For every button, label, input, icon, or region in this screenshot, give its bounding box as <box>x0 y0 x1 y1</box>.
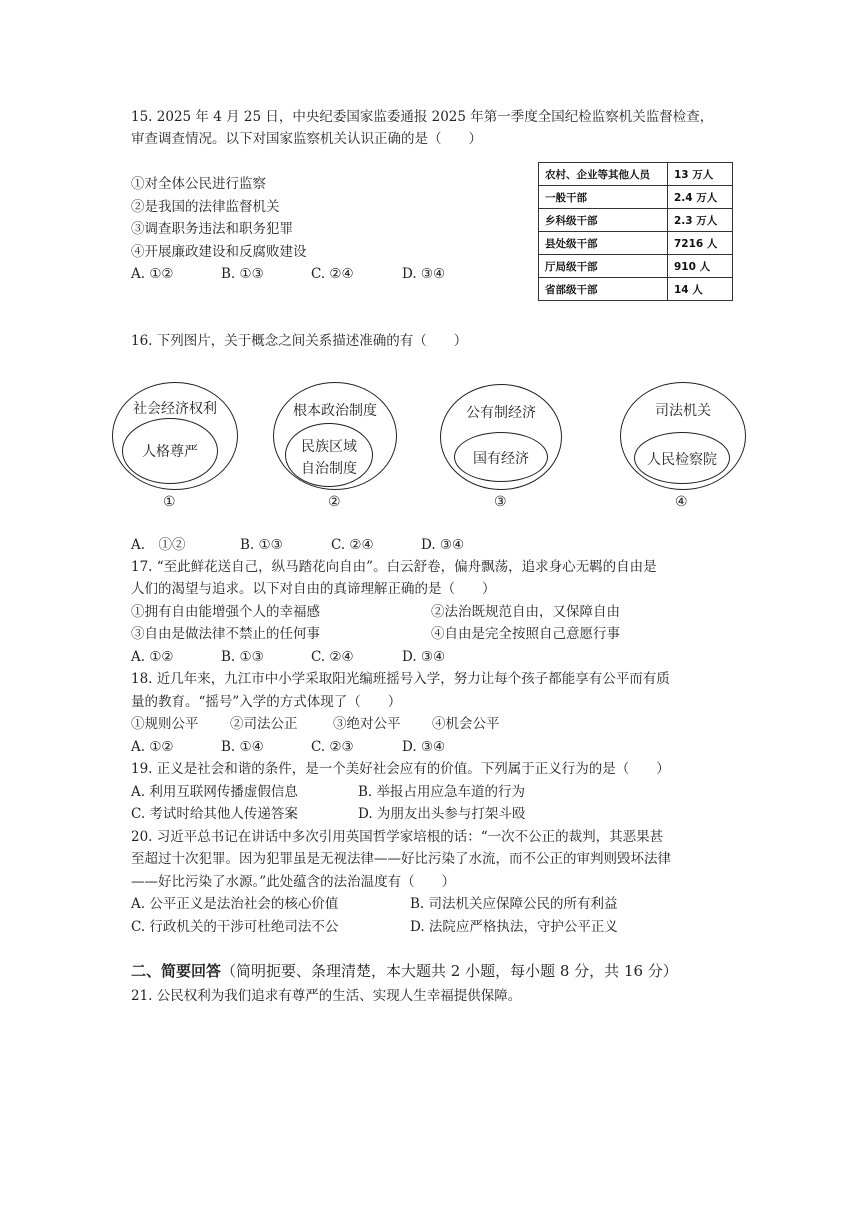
q17-item: ③自由是做法律不禁止的任何事 <box>131 626 320 642</box>
table-cell-value: 13 万人 <box>668 163 733 186</box>
q15-stem-line1: 15. 2025 年 4 月 25 日，中央纪委国家监委通报 2025 年第一季度全国纪检监察机关监督检查， <box>131 109 714 125</box>
table-cell-value: 7216 人 <box>668 232 733 255</box>
diagram-1-number: ① <box>163 494 176 510</box>
table-row <box>539 209 733 232</box>
q15-item: ③调查职务违法和职务犯罪 <box>131 221 293 237</box>
q15-item: ①对全体公民进行监察 <box>131 176 266 192</box>
q19-stem: 19. 正义是社会和谐的条件，是一个美好社会应有的价值。下列属于正义行为的是（ ） <box>131 761 670 777</box>
q17-stem-line2: 人们的渴望与追求。以下对自由的真谛理解正确的是（ ） <box>131 581 496 597</box>
q19-option-d: D. 为朋友出头参与打架斗殴 <box>358 806 526 822</box>
table-cell-label: 县处级干部 <box>539 232 668 255</box>
q16-option-a: A. ①② <box>131 537 186 553</box>
q18-option-d: D. ③④ <box>402 739 446 755</box>
q17-item: ②法治既规范自由，又保障自由 <box>431 604 620 620</box>
q15-stem-line2: 审查调查情况。以下对国家监察机关认识正确的是（ ） <box>131 131 482 147</box>
table-cell-value: 2.4 万人 <box>668 186 733 209</box>
q17-option-c: C. ②④ <box>311 649 354 665</box>
section-title-bold: 二、简要回答 <box>131 962 222 980</box>
q17-stem-line1: 17. “至此鲜花送自己，纵马踏花向自由”。白云舒卷，偏舟飘荡，追求身心无羁的自由是 <box>131 559 657 575</box>
q15-option-d: D. ③④ <box>402 266 446 282</box>
diagram-3-outer-label: 公有制经济 <box>466 405 536 421</box>
q21-stem: 21. 公民权利为我们追求有尊严的生活、实现人生幸福提供保障。 <box>131 988 522 1004</box>
q19-option-c: C. 考试时给其他人传递答案 <box>131 806 298 822</box>
q16-option-c: C. ②④ <box>331 537 374 553</box>
q15-option-a: A. ①② <box>131 266 174 282</box>
q16-option-b: B. ①③ <box>240 537 283 553</box>
q17-option-a: A. ①② <box>131 649 174 665</box>
q18-stem-line1: 18. 近几年来，九江市中小学采取阳光编班摇号入学，努力让每个孩子都能享有公平而有质 <box>131 671 670 687</box>
q20-option-b: B. 司法机关应保障公民的所有利益 <box>410 896 618 912</box>
q17-item: ①拥有自由能增强个人的幸福感 <box>131 604 320 620</box>
q18-item: ③绝对公平 <box>333 716 401 732</box>
q17-item: ④自由是完全按照自己意愿行事 <box>431 626 620 642</box>
diagram-4-number: ④ <box>675 494 688 510</box>
diagram-1-inner-label: 人格尊严 <box>142 444 198 460</box>
table-cell-value: 14 人 <box>668 278 733 301</box>
table-cell-label: 乡科级干部 <box>539 209 668 232</box>
q16-stem: 16. 下列图片，关于概念之间关系描述准确的有（ ） <box>131 333 468 349</box>
diagram-3-inner-label: 国有经济 <box>473 451 529 467</box>
q15-item: ④开展廉政建设和反腐败建设 <box>131 244 307 260</box>
table-cell-value: 910 人 <box>668 255 733 278</box>
q19-option-a: A. 利用互联网传播虚假信息 <box>131 784 298 800</box>
diagram-2-number: ② <box>328 494 341 510</box>
table-cell-label: 一般干部 <box>539 186 668 209</box>
q18-option-b: B. ①④ <box>221 739 264 755</box>
diagram-2-inner-label-line1: 民族区域 <box>301 439 357 455</box>
q19-option-b: B. 举报占用应急车道的行为 <box>358 784 526 800</box>
q18-item: ①规则公平 <box>131 716 199 732</box>
q20-option-c: C. 行政机关的干涉可杜绝司法不公 <box>131 919 339 935</box>
q18-stem-line2: 量的教育。“摇号”入学的方式体现了（ ） <box>131 694 402 710</box>
diagram-4-outer-label: 司法机关 <box>655 403 711 419</box>
table-row <box>539 163 733 186</box>
table-row <box>539 255 733 278</box>
q15-item: ②是我国的法律监督机关 <box>131 199 280 215</box>
q16-option-d: D. ③④ <box>421 537 465 553</box>
q18-item: ②司法公正 <box>230 716 298 732</box>
diagram-1-outer-label: 社会经济权利 <box>133 401 217 417</box>
table-row <box>539 232 733 255</box>
diagram-2-outer-label: 根本政治制度 <box>293 403 377 419</box>
q18-option-a: A. ①② <box>131 739 174 755</box>
q18-item: ④机会公平 <box>432 716 500 732</box>
q20-stem-line2: 至超过十次犯罪。因为犯罪虽是无视法律——好比污染了水流，而不公正的审判则毁坏法律 <box>131 851 671 867</box>
table-cell-label: 省部级干部 <box>539 278 668 301</box>
q15-option-b: B. ①③ <box>221 266 264 282</box>
table-row <box>539 186 733 209</box>
diagram-2-inner-label-line2: 自治制度 <box>301 461 357 477</box>
table-cell-label: 厅局级干部 <box>539 255 668 278</box>
section-title <box>131 961 678 981</box>
q15-option-c: C. ②④ <box>311 266 354 282</box>
table-cell-label: 农村、企业等其他人员 <box>539 163 668 186</box>
q20-stem-line1: 20. 习近平总书记在讲话中多次引用英国哲学家培根的话：“一次不公正的裁判，其恶果甚 <box>131 829 664 845</box>
diagram-4-inner-label: 人民检察院 <box>647 452 717 468</box>
q20-stem-line3: ——好比污染了水源。”此处蕴含的法治温度有（ ） <box>131 874 456 890</box>
q17-option-d: D. ③④ <box>402 649 446 665</box>
table-cell-value: 2.3 万人 <box>668 209 733 232</box>
q17-option-b: B. ①③ <box>221 649 264 665</box>
q20-option-d: D. 法院应严格执法，守护公平正义 <box>410 919 618 935</box>
diagram-3-number: ③ <box>494 494 507 510</box>
q18-option-c: C. ②③ <box>311 739 354 755</box>
q15-stats-table <box>538 162 733 301</box>
section-title-note: （简明扼要、条理清楚，本大题共 2 小题，每小题 8 分，共 16 分） <box>221 962 678 980</box>
table-row <box>539 278 733 301</box>
q20-option-a: A. 公平正义是法治社会的核心价值 <box>131 896 339 912</box>
